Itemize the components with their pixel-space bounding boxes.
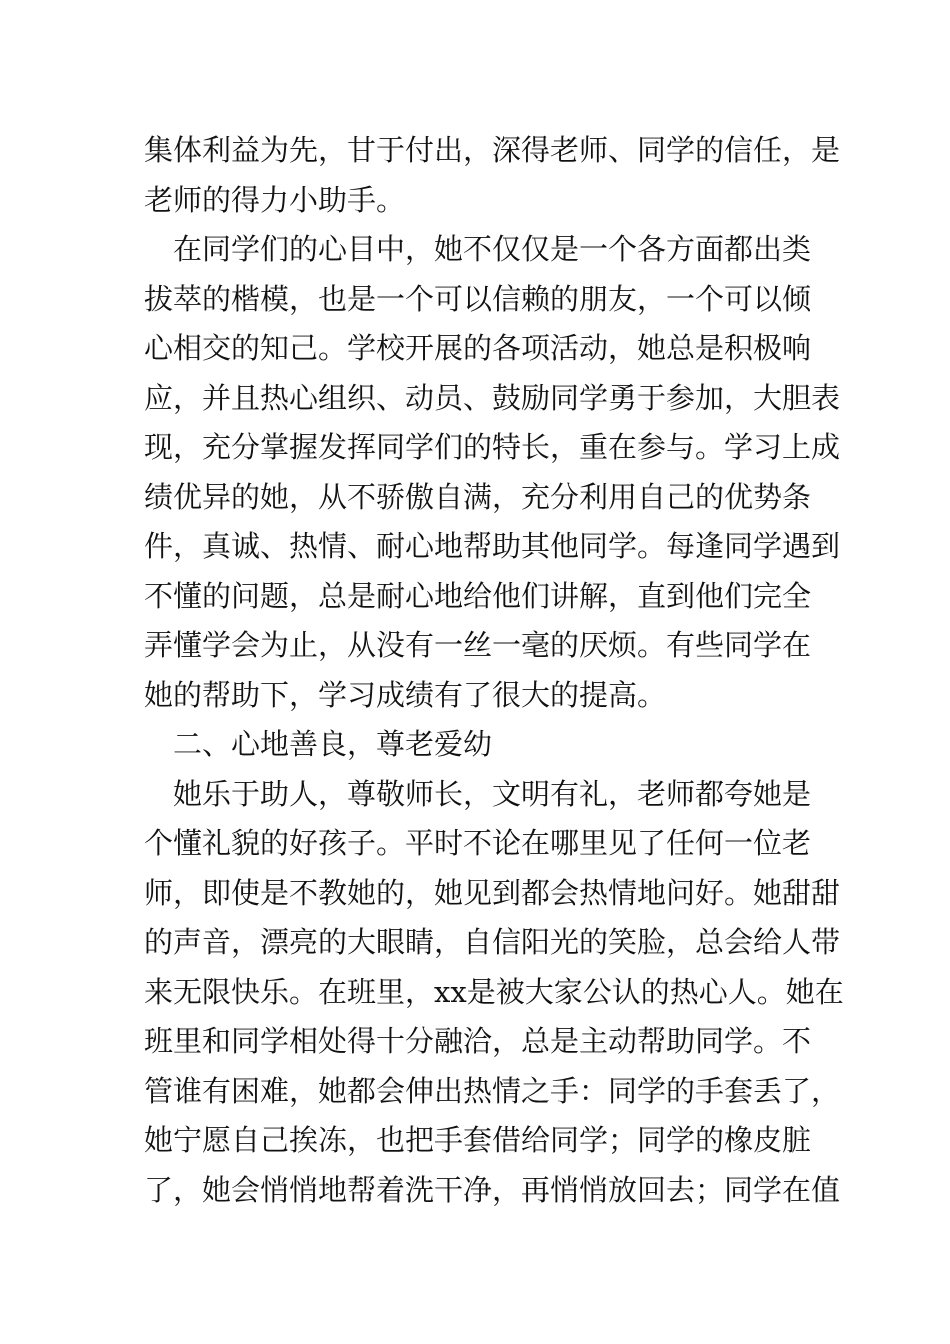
section-heading: 二、心地善良，尊老爱幼 bbox=[144, 727, 493, 761]
text-line: 个懂礼貌的好孩子。平时不论在哪里见了任何一位老 bbox=[144, 826, 812, 860]
text-line: 她的帮助下，学习成绩有了很大的提高。 bbox=[144, 677, 667, 712]
text-line: 拔萃的楷模，也是一个可以信赖的朋友，一个可以倾 bbox=[144, 281, 812, 316]
text-line: 在同学们的心目中，她不仅仅是一个各方面都出类 bbox=[144, 232, 812, 266]
text-line: 心相交的知己。学校开展的各项活动，她总是积极响 bbox=[144, 331, 812, 365]
text-line: 她乐于助人，尊敬师长，文明有礼，老师都夸她是 bbox=[144, 776, 812, 811]
text-line: 班里和同学相处得十分融洽，总是主动帮助同学。不 bbox=[144, 1024, 812, 1058]
text-line: 件，真诚、热情、耐心地帮助其他同学。每逢同学遇到 bbox=[144, 529, 841, 563]
text-line: 她宁愿自己挨冻，也把手套借给同学；同学的橡皮脏 bbox=[144, 1123, 812, 1157]
text-line: 的声音，漂亮的大眼睛，自信阳光的笑脸，总会给人带 bbox=[144, 925, 841, 959]
text-line: 应，并且热心组织、动员、鼓励同学勇于参加，大胆表 bbox=[144, 380, 841, 415]
text-line: 不懂的问题，总是耐心地给他们讲解，直到他们完全 bbox=[144, 578, 812, 613]
text-line: 弄懂学会为止，从没有一丝一毫的厌烦。有些同学在 bbox=[144, 628, 812, 662]
document-body bbox=[144, 126, 844, 1215]
text-line: 现，充分掌握发挥同学们的特长，重在参与。学习上成 bbox=[144, 430, 841, 464]
text-line: 集体利益为先，甘于付出，深得老师、同学的信任，是 bbox=[144, 133, 841, 167]
text-line: 了，她会悄悄地帮着洗干净，再悄悄放回去；同学在值 bbox=[144, 1172, 841, 1207]
text-line: 绩优异的她，从不骄傲自满，充分利用自己的优势条 bbox=[144, 479, 812, 514]
text-line: 来无限快乐。在班里，xx是被大家公认的热心人。她在 bbox=[144, 974, 844, 1009]
text-line: 老师的得力小助手。 bbox=[144, 182, 406, 217]
text-line: 师，即使是不教她的，她见到都会热情地问好。她甜甜 bbox=[144, 875, 841, 910]
text-line: 管谁有困难，她都会伸出热情之手：同学的手套丢了， bbox=[144, 1073, 841, 1108]
